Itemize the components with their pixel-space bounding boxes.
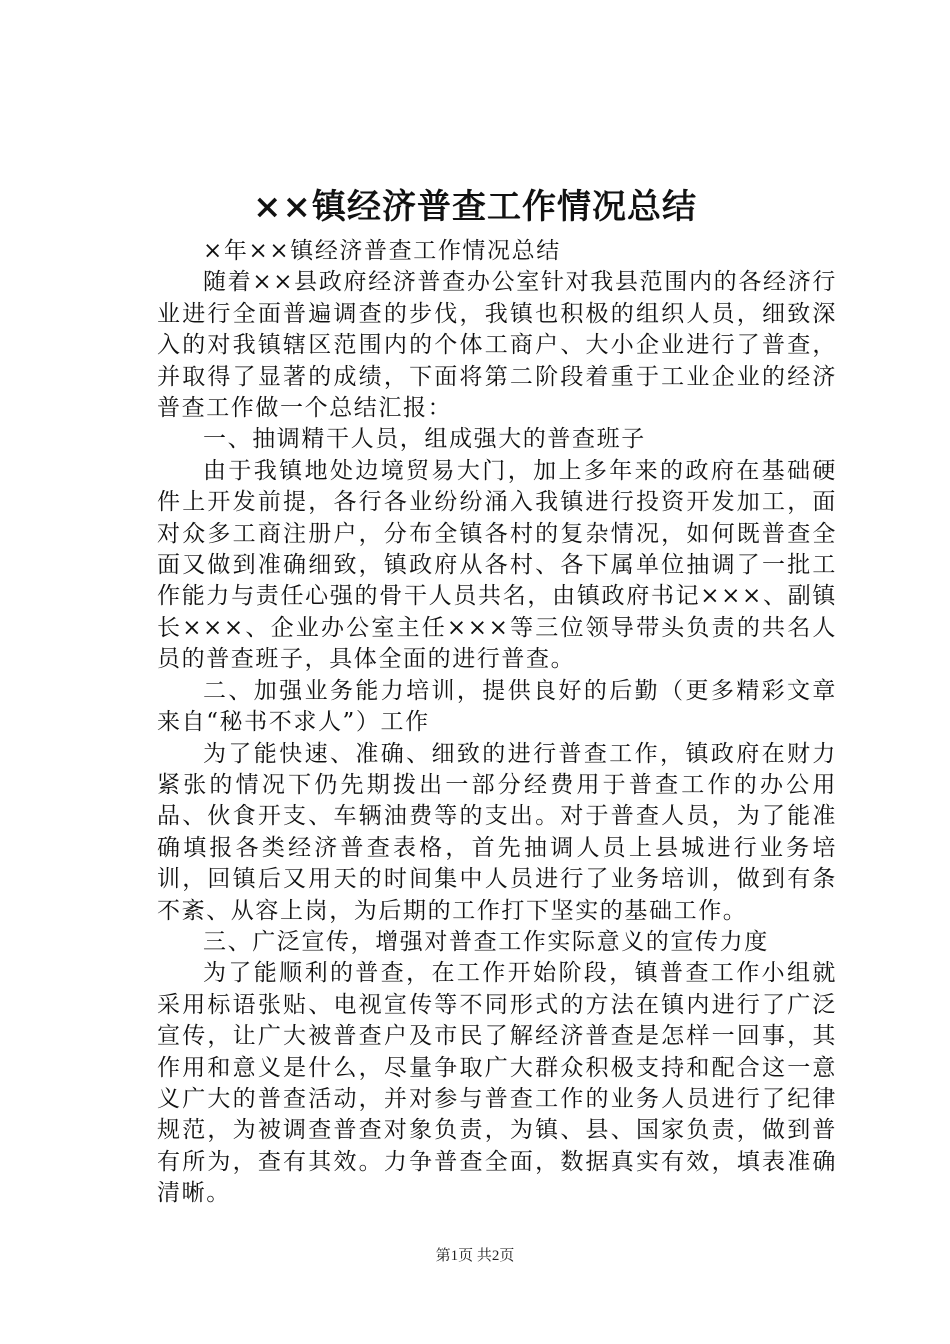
- paragraph-subtitle: ×年××镇经济普查工作情况总结: [203, 238, 561, 264]
- document-title: ××镇经济普查工作情况总结: [253, 187, 697, 227]
- section-heading-3: 三、广泛宣传，增强对普查工作实际意义的宣传力度: [203, 928, 769, 955]
- paragraph-intro: 随着××县政府经济普查办公室针对我县范围内的各经济行业进行全面普遍调查的步伐，我镇也积极的组织人员，细致深入的对我镇辖区范围内的个体工商户、大小企业进行了普查，并取得了显著的成绩，下面将第二阶段着重于工业企业的经济普查工作做一个总结汇报：: [157, 269, 837, 422]
- section-heading-1: 一、抽调精干人员，组成强大的普查班子: [203, 426, 646, 453]
- paragraph-section-2: 为了能快速、准确、细致的进行普查工作，镇政府在财力紧张的情况下仍先期拨出一部分经费用于普查工作的办公用品、伙食开支、车辆油费等的支出。对于普查人员，为了能准确填报各类经济普查表格，首先抽调人员上县城进行业务培训，回镇后又用天的时间集中人员进行了业务培训，做到有条不紊、从容上岗，为后期的工作打下坚实的基础工作。: [157, 740, 837, 924]
- paragraph-section-1: 由于我镇地处边境贸易大门，加上多年来的政府在基础硬件上开发前提，各行各业纷纷涌入我镇进行投资开发加工，面对众多工商注册户，分布全镇各村的复杂情况，如何既普查全面又做到准确细致，镇政府从各村、各下属单位抽调了一批工作能力与责任心强的骨干人员共名，由镇政府书记×××、副镇长×××、企业办公室主任×××等三位领导带头负责的共名人员的普查班子，具体全面的进行普查。: [157, 457, 837, 673]
- document-body: [157, 236, 837, 1210]
- paragraph-section-3: 为了能顺利的普查，在工作开始阶段，镇普查工作小组就采用标语张贴、电视宣传等不同形式的方法在镇内进行了广泛宣传，让广大被普查户及市民了解经济普查是怎样一回事，其作用和意义是什么，尽量争取广大群众积极支持和配合这一意义广大的普查活动，并对参与普查工作的业务人员进行了纪律规范，为被调查普查对象负责，为镇、县、国家负责，做到普有所为，查有其效。力争普查全面，数据真实有效，填表准确清晰。: [157, 960, 837, 1207]
- page-indicator: 第1页 共2页: [435, 1248, 515, 1264]
- section-heading-2: 二、加强业务能力培训，提供良好的后勤（更多精彩文章来自“秘书不求人”）工作: [157, 677, 837, 736]
